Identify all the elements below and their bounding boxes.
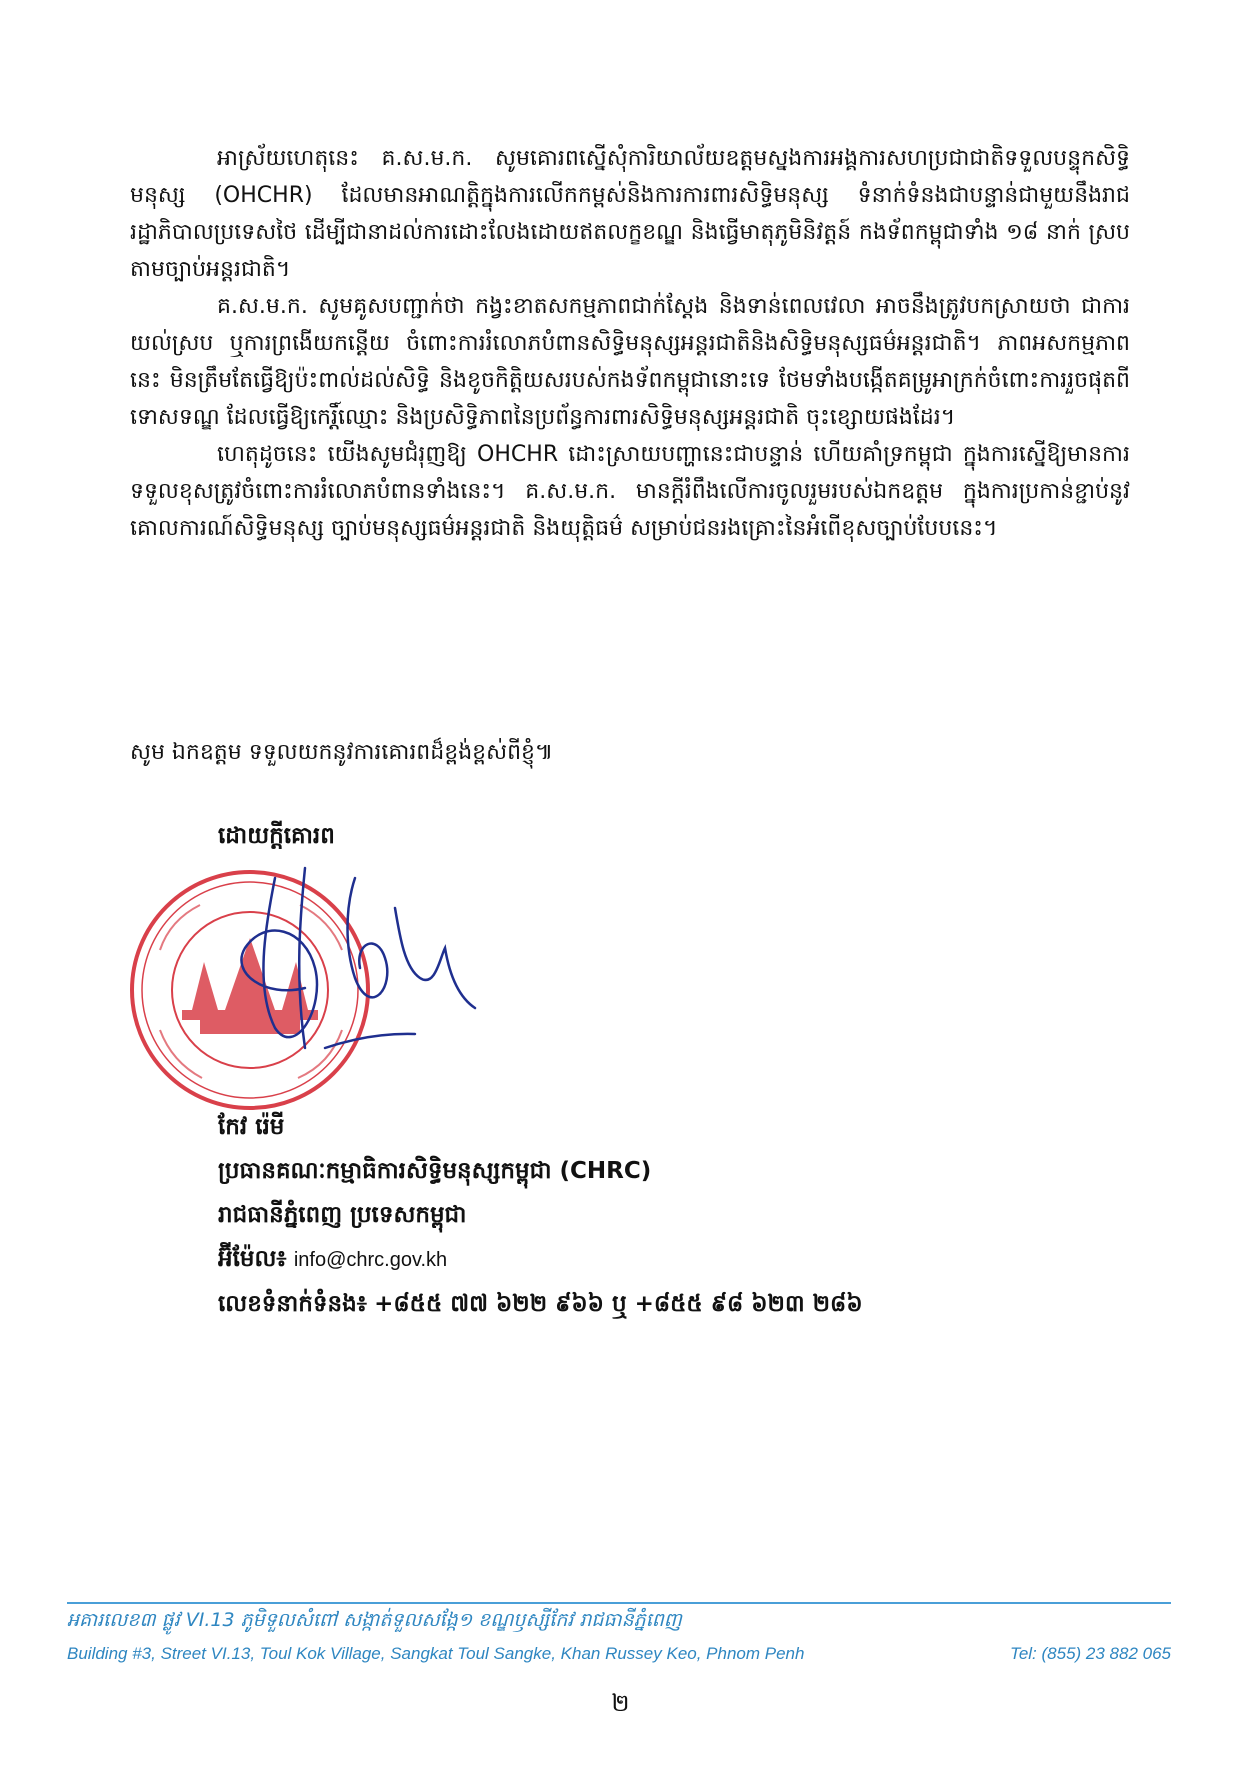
footer-address-km: អគារលេខ៣ ផ្លូវ VI.13 ភូមិទួលសំពៅ សង្កាត់ទួលសង្កែ១ ខណ្ឌឫស្សីកែវ រាជធានីភ្នំពេញ	[67, 1609, 682, 1631]
regards-label: ដោយក្តីគោរព	[218, 823, 335, 849]
signer-location: រាជធានីភ្នំពេញ ប្រទេសកម្ពុជា	[218, 1202, 467, 1228]
footer-address-en: Building #3, Street VI.13, Toul Kok Village, Sangkat Toul Sangke, Khan Russey Keo, Phnom Penh	[67, 1644, 805, 1663]
signature-icon	[205, 848, 505, 1068]
signature-block	[218, 1105, 863, 1326]
phone-value: +៨៥៥ ៧៧ ៦២២ ៩៦៦ ឬ +៨៥៥ ៩៨ ៦២៣ ២៨៦	[374, 1291, 863, 1317]
paragraph-2: គ.ស.ម.ក. សូមគូសបញ្ជាក់ថា កង្វះខាតសកម្មភាពជាក់ស្តែង និងទាន់ពេលវេលា អាចនឹងត្រូវបកស្រាយថា ជាការយល់ស្រប ឬការព្រងើយកន្តើយ ចំពោះការរំលោភបំពានសិទ្ធិមនុស្សអន្តរជាតិនិងសិទ្ធិមនុស្សធម៌អន្តរជាតិ។ ភាពអសកម្មភាពនេះ មិនត្រឹមតែធ្វើឱ្យប៉ះពាល់ដល់សិទ្ធិ និងខូចកិត្តិយសរបស់កងទ័ពកម្ពុជានោះទេ ថែមទាំងបង្កើតគម្រូអាក្រក់ចំពោះការរួចផុតពីទោសទណ្ឌ ដែលធ្វើឱ្យកេរ្តិ៍ឈ្មោះ និងប្រសិទ្ធិភាពនៃប្រព័ន្ធការពារសិទ្ធិមនុស្សអន្តរជាតិ ចុះខ្សោយផងដែរ។	[130, 294, 1130, 430]
email-value: info@chrc.gov.kh	[293, 1249, 448, 1271]
paragraph-3: ហេតុដូចនេះ យើងសូមជំរុញឱ្យ OHCHR ដោះស្រាយបញ្ហានេះជាបន្ទាន់ ហើយគាំទ្រកម្ពុជា ក្នុងការស្នើឱ្យមានការទទួលខុសត្រូវចំពោះការរំលោភបំពានទាំងនេះ។ គ.ស.ម.ក. មានក្តីរំពឹងលើការចូលរួមរបស់ឯកឧត្តម ក្នុងការប្រកាន់ខ្ជាប់នូវគោលការណ៍សិទ្ធិមនុស្ស ច្បាប់មនុស្សធម៌អន្តរជាតិ និងយុត្តិធម៌ សម្រាប់ជនរងគ្រោះនៃអំពើខុសច្បាប់បែបនេះ។	[130, 442, 1130, 541]
paragraph-1: អាស្រ័យហេតុនេះ គ.ស.ម.ក. សូមគោរពស្នើសុំការិយាល័យឧត្តមស្នងការអង្គការសហប្រជាជាតិទទួលបន្ទុកសិទ្ធិមនុស្ស (OHCHR) ដែលមានអាណត្តិក្នុងការលើកកម្ពស់និងការការពារសិទ្ធិមនុស្ស ទំនាក់ទំនងជាបន្ទាន់ជាមួយនឹងរាជរដ្ឋាភិបាលប្រទេសថៃ ដើម្បីជានាដល់ការដោះលែងដោយឥតលក្ខខណ្ឌ និងធ្វើមាតុភូមិនិវត្តន៍ កងទ័ពកម្ពុជាទាំង ១៨ នាក់ ស្របតាមច្បាប់អន្តរជាតិ។	[130, 146, 1130, 282]
closing-line: សូម ឯកឧត្តម ទទួលយកនូវការគោរពដ៏ខ្ពង់ខ្ពស់ពីខ្ញុំ៕	[130, 740, 554, 765]
email-row	[218, 1237, 863, 1282]
phone-label: លេខទំនាក់ទំនង៖	[218, 1291, 367, 1317]
phone-row	[218, 1282, 863, 1326]
footer-divider	[67, 1602, 1171, 1604]
signer-name: កែវ រ៉េមី	[218, 1114, 285, 1140]
page-number: ២	[611, 1689, 630, 1717]
email-label: អ៊ីម៉ែល៖	[218, 1246, 287, 1272]
signer-title: ប្រធានគណៈកម្មាធិការសិទ្ធិមនុស្សកម្ពុជា (CHRC)	[218, 1158, 652, 1184]
footer-tel: Tel: (855) 23 882 065	[1010, 1644, 1171, 1663]
letter-body	[130, 140, 1130, 547]
